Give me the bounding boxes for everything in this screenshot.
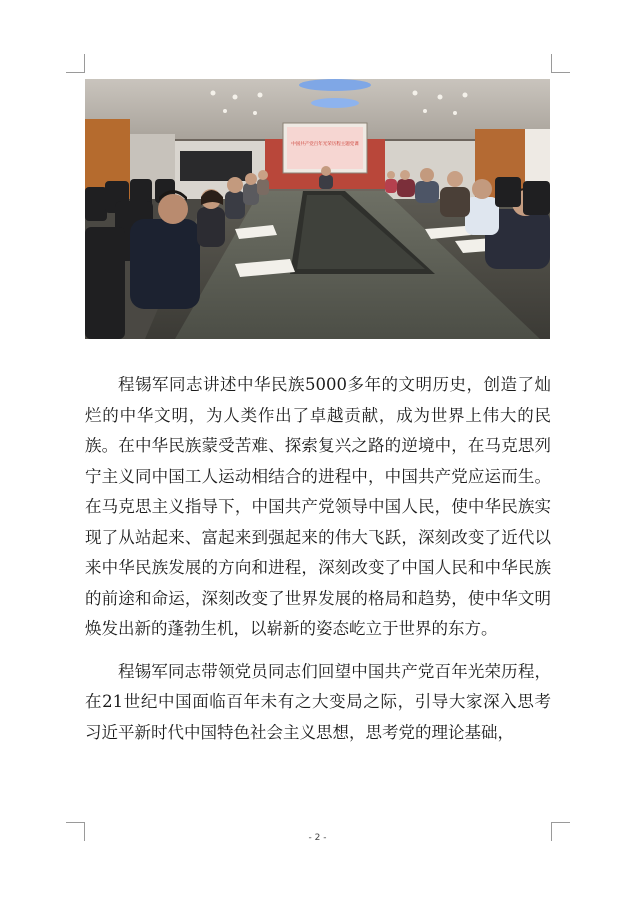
projection-screen-text: 中国共产党百年光荣历程主题党课 xyxy=(291,142,359,147)
page-number: - 2 - xyxy=(308,833,327,843)
paragraph-1: 程锡军同志讲述中华民族5000多年的文明历史，创造了灿烂的中华文明，为人类作出了卓越贡献，成为世界上伟大的民族。在中华民族蒙受苦难、探索复兴之路的逆境中，在马克思列宁主义同中国工人运动相结合的进程中，中国共产党应运而生。在马克思主义指导下，中国共产党领导中国人民，使中华民族实现了从站起来、富起来到强起来的伟大飞跃，深刻改变了近代以来中华民族发展的方向和进程，深刻改变了中国人民和中华民族的前途和命运，深刻改变了世界发展的格局和趋势，使中华文明焕发出新的蓬勃生机，以崭新的姿态屹立于世界的东方。 xyxy=(85,375,551,638)
meeting-photo xyxy=(85,79,550,339)
crop-mark-top-right-v xyxy=(551,54,552,73)
article-body xyxy=(85,370,551,760)
paragraph-2: 程锡军同志带领党员同志们回望中国共产党百年光荣历程，在21世纪中国面临百年未有之大变局之际，引导大家深入思考习近平新时代中国特色社会主义思想，思考党的理论基础， xyxy=(85,661,551,742)
crop-mark-top-right-h xyxy=(551,72,570,73)
crop-mark-top-left-h xyxy=(66,72,85,73)
crop-mark-bottom-left-h xyxy=(66,822,85,823)
crop-mark-top-left-v xyxy=(84,54,85,73)
crop-mark-bottom-right-h xyxy=(551,822,570,823)
